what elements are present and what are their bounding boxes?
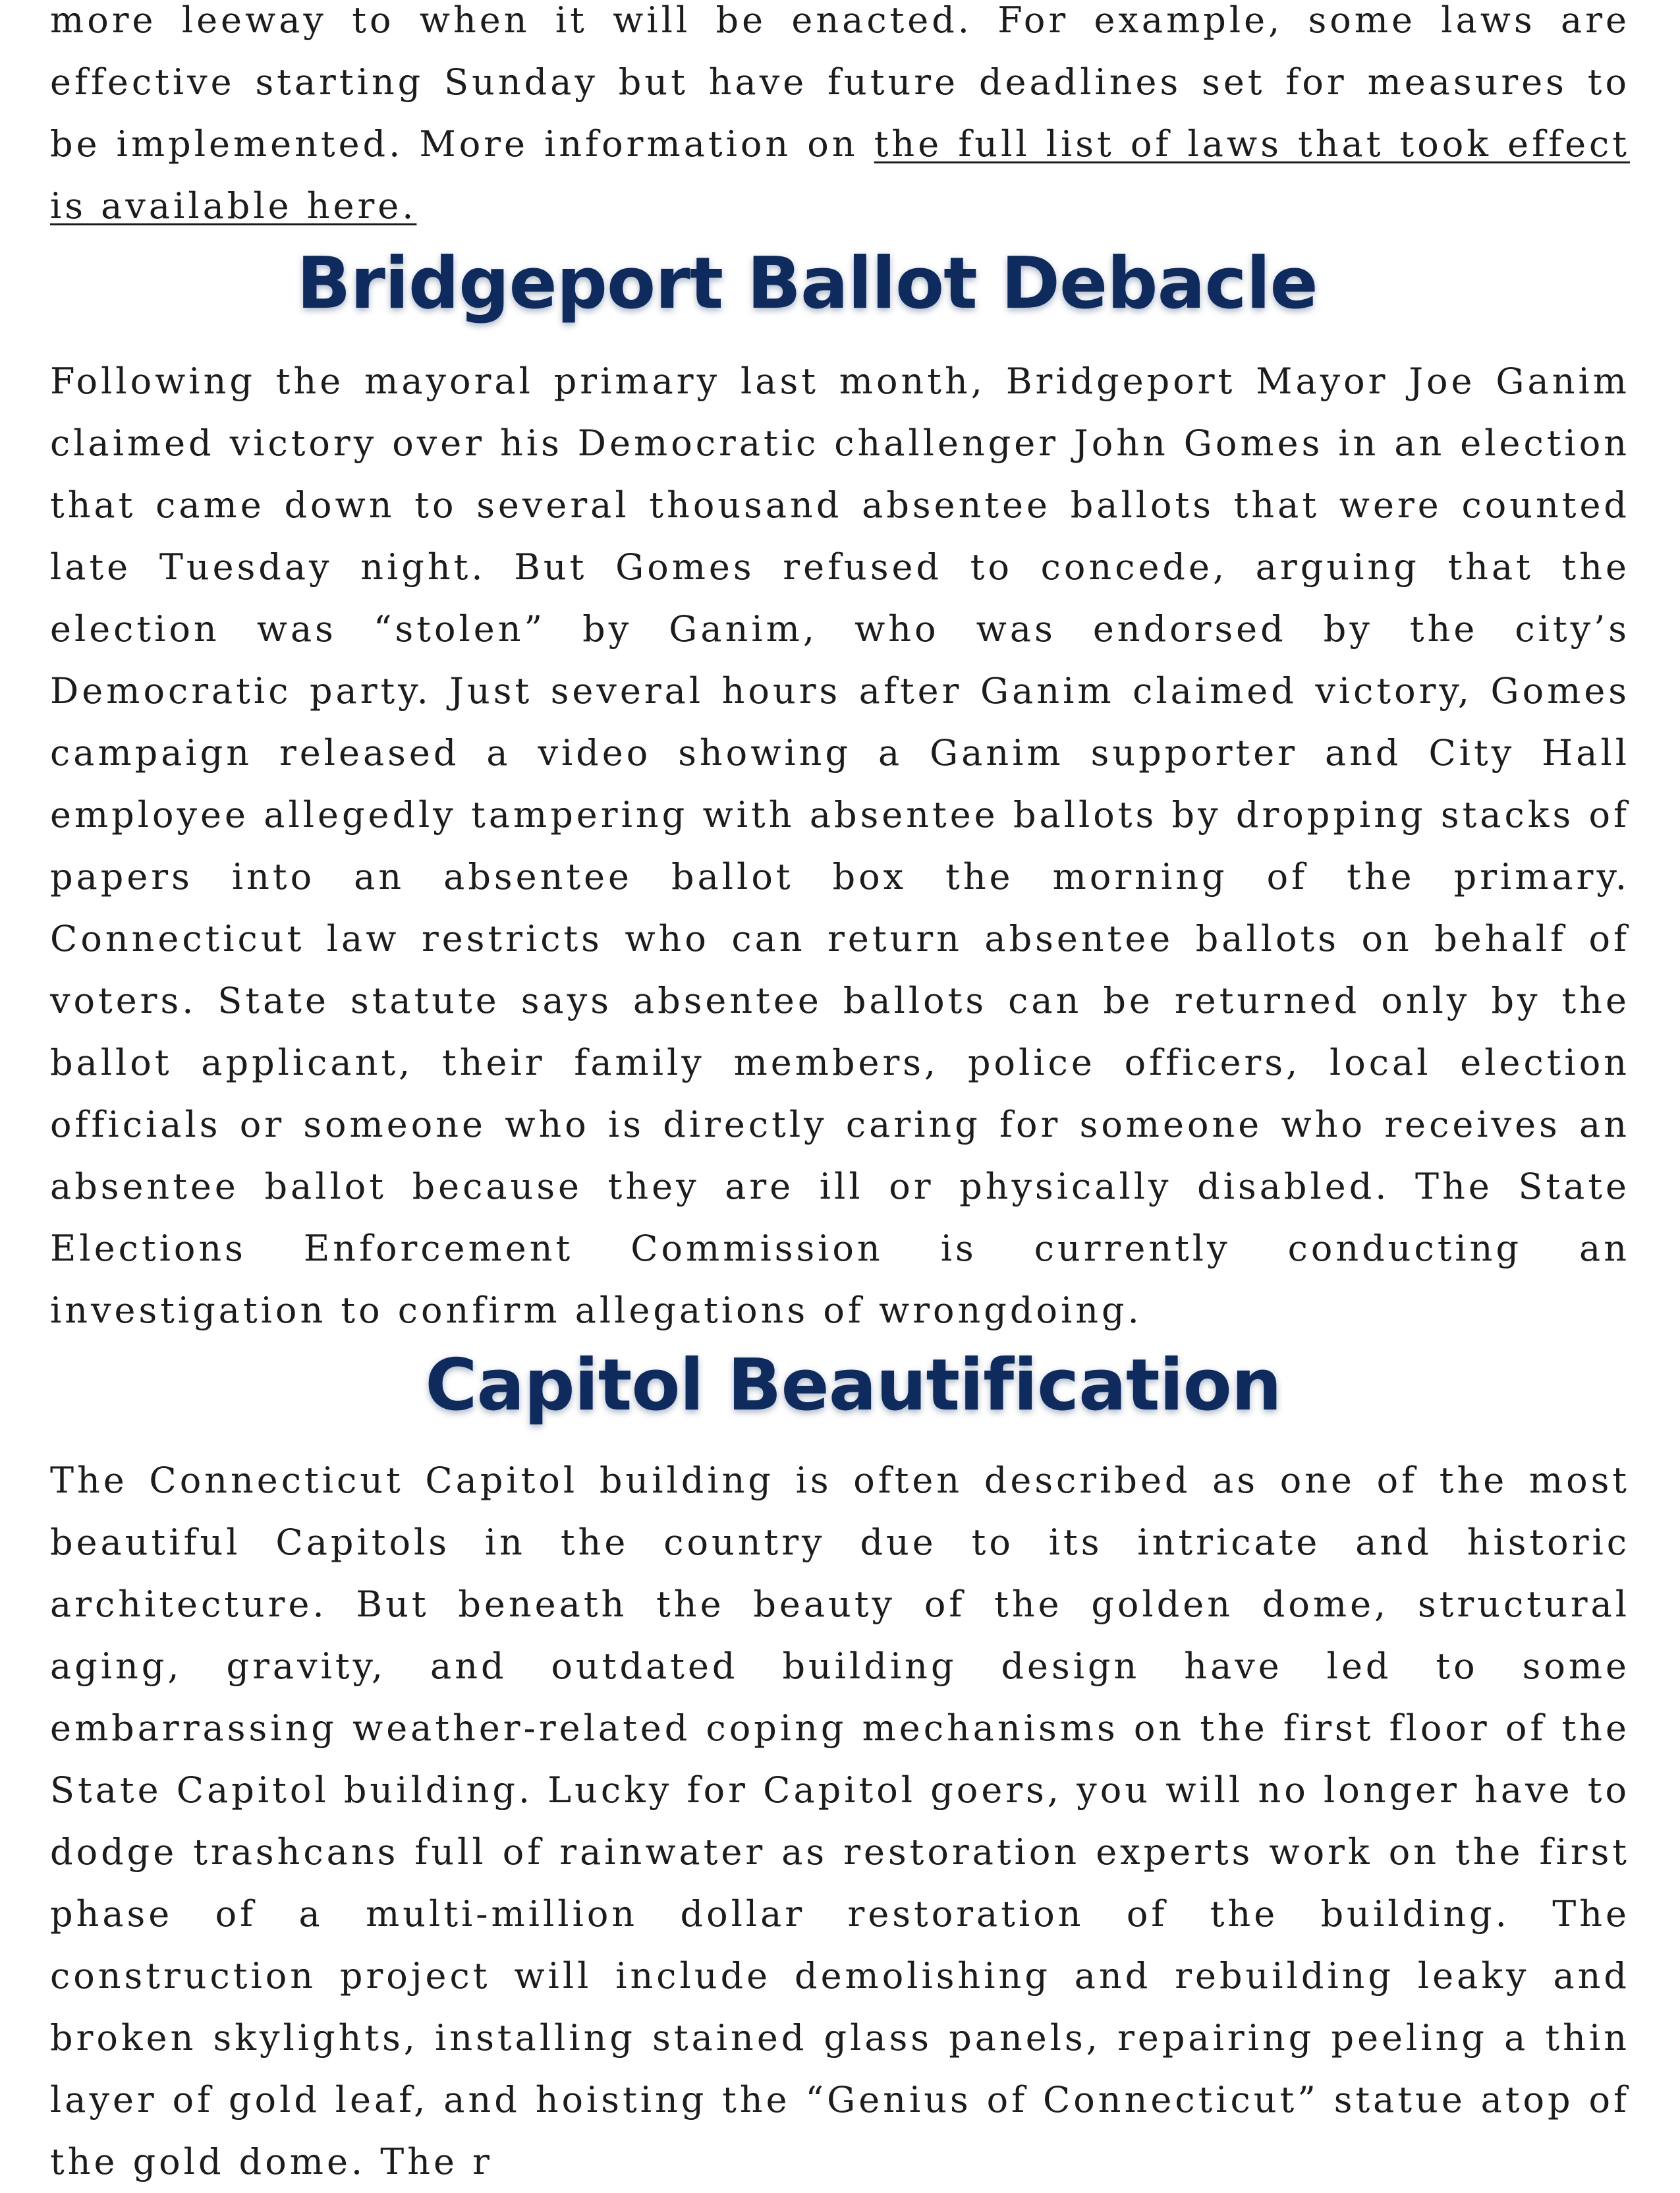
intro-paragraph: [50, 0, 1630, 237]
full-list-of-laws-link[interactable]: the full list of laws that took effect is available here.: [50, 123, 1630, 227]
section-body-capitol: The Connecticut Capitol building is often described as one of the most beautiful Capitols in the country due to its intricate and historic architecture. But beneath the beauty of the golden dome, structural aging, gravity, and outdated building design have led to some embarrassing weather-related coping mechanisms on the first floor of the State Capitol building. Lucky for Capitol goers, you will no longer have to dodge trashcans full of rainwater as restoration experts work on the first phase of a multi-million dollar restoration of the building. The construction project will include demolishing and rebuilding leaky and broken skylights, installing stained glass panels, repairing peeling a thin layer of gold leaf, and hoisting the “Genius of Connecticut” statue atop of the gold dome. The r: [50, 1460, 1630, 2182]
section-heading-bridgeport: Bridgeport Ballot Debacle: [296, 242, 1318, 325]
section-heading-capitol: Capitol Beautification: [425, 1344, 1281, 1427]
section-body-bridgeport: Following the mayoral primary last month, Bridgeport Mayor Joe Ganim claimed victory over his Democratic challenger John Gomes in an election that came down to several thousand absentee ballots that were counted late Tuesday night. But Gomes refused to concede, arguing that the election was “stolen” by Ganim, who was endorsed by the city’s Democratic party. Just several hours after Ganim claimed victory, Gomes campaign released a video showing a Ganim supporter and City Hall employee allegedly tampering with absentee ballots by dropping stacks of papers into an absentee ballot box the morning of the primary. Connecticut law restricts who can return absentee ballots on behalf of voters. State statute says absentee ballots can be returned only by the ballot applicant, their family members, police officers, local election officials or someone who is directly caring for someone who receives an absentee ballot because they are ill or physically disabled. The State Elections Enforcement Commission is currently conducting an investigation to confirm allegations of wrongdoing.: [50, 360, 1630, 1331]
intro-text: more leeway to when it will be enacted. For example, some laws are effective starting Sunday but have future deadlines set for measures to be implemented. More information on: [50, 0, 1630, 165]
